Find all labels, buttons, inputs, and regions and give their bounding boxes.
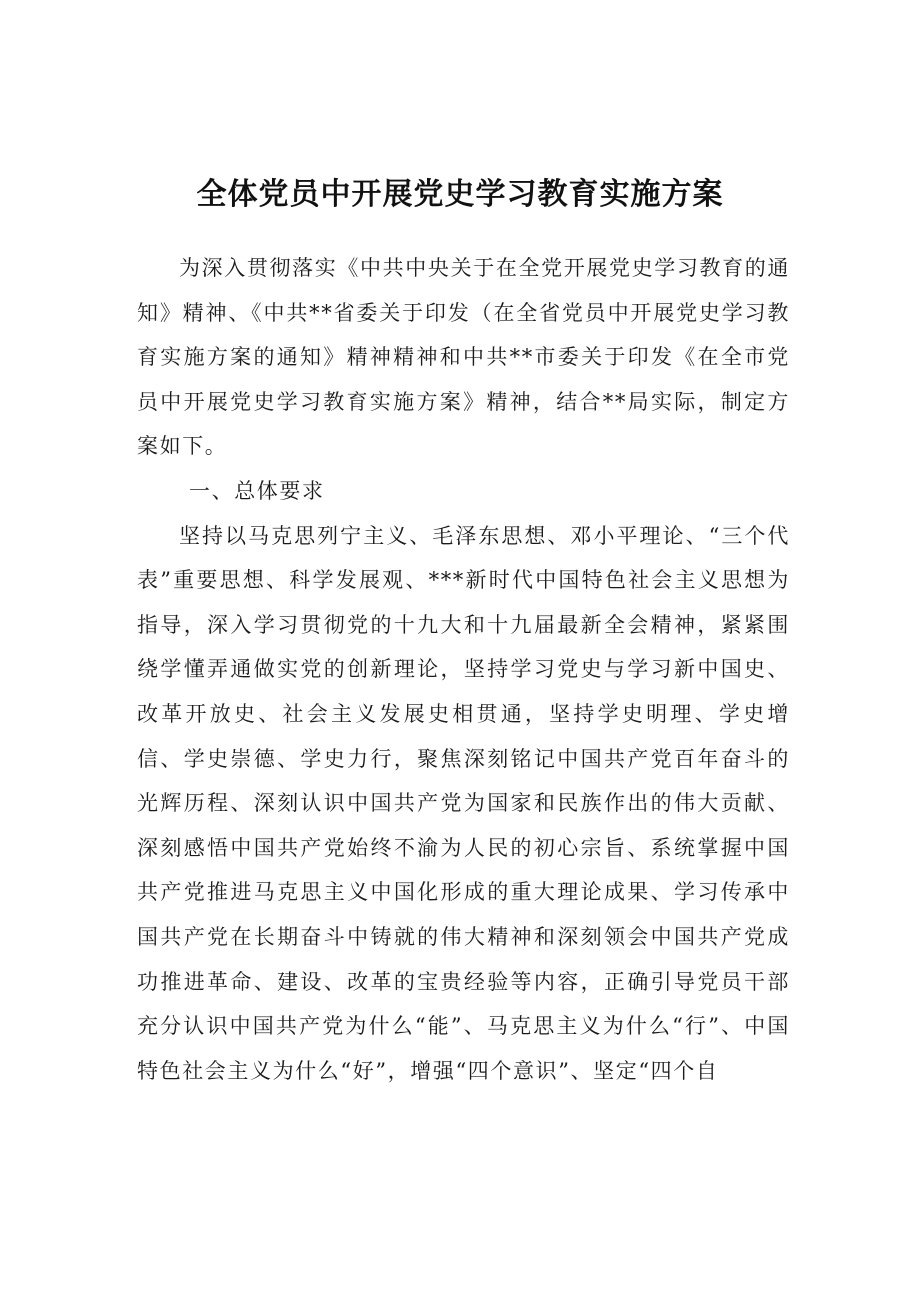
document-body — [137, 246, 790, 1093]
document-title: 全体党员中开展党史学习教育实施方案 — [196, 177, 724, 212]
intro-paragraph: 为深入贯彻落实《中共中央关于在全党开展党史学习教育的通知》精神、《中共**省委关于印发（在全省党员中开展党史学习教育实施方案的通知》精神精神和中共**市委关于印发《在全市党员中开展党史学习教育实施方案》精神，结合**局实际，制定方案如下。 — [137, 256, 790, 459]
body-paragraph: 坚持以马克思列宁主义、毛泽东思想、邓小平理论、“三个代表”重要思想、科学发展观、***新时代中国特色社会主义思想为指导，深入学习贯彻党的十九大和十九届最新全会精神，紧紧围绕学懂弄通做实党的创新理论，坚持学习党史与学习新中国史、改革开放史、社会主义发展史相贯通，坚持学史明理、学史增信、学史崇德、学史力行，聚焦深刻铭记中国共产党百年奋斗的光辉历程、深刻认识中国共产党为国家和民族作出的伟大贡献、深刻感悟中国共产党始终不渝为人民的初心宗旨、系统掌握中国共产党推进马克思主义中国化形成的重大理论成果、学习传承中国共产党在长期奋斗中铸就的伟大精神和深刻领会中国共产党成功推进革命、建设、改革的宝贵经验等内容，正确引导党员干部充分认识中国共产党为什么“能”、马克思主义为什么“行”、中国特色社会主义为什么“好”，增强“四个意识”、坚定“四个自 — [137, 523, 790, 1083]
section-heading: 一、总体要求 — [189, 478, 325, 503]
